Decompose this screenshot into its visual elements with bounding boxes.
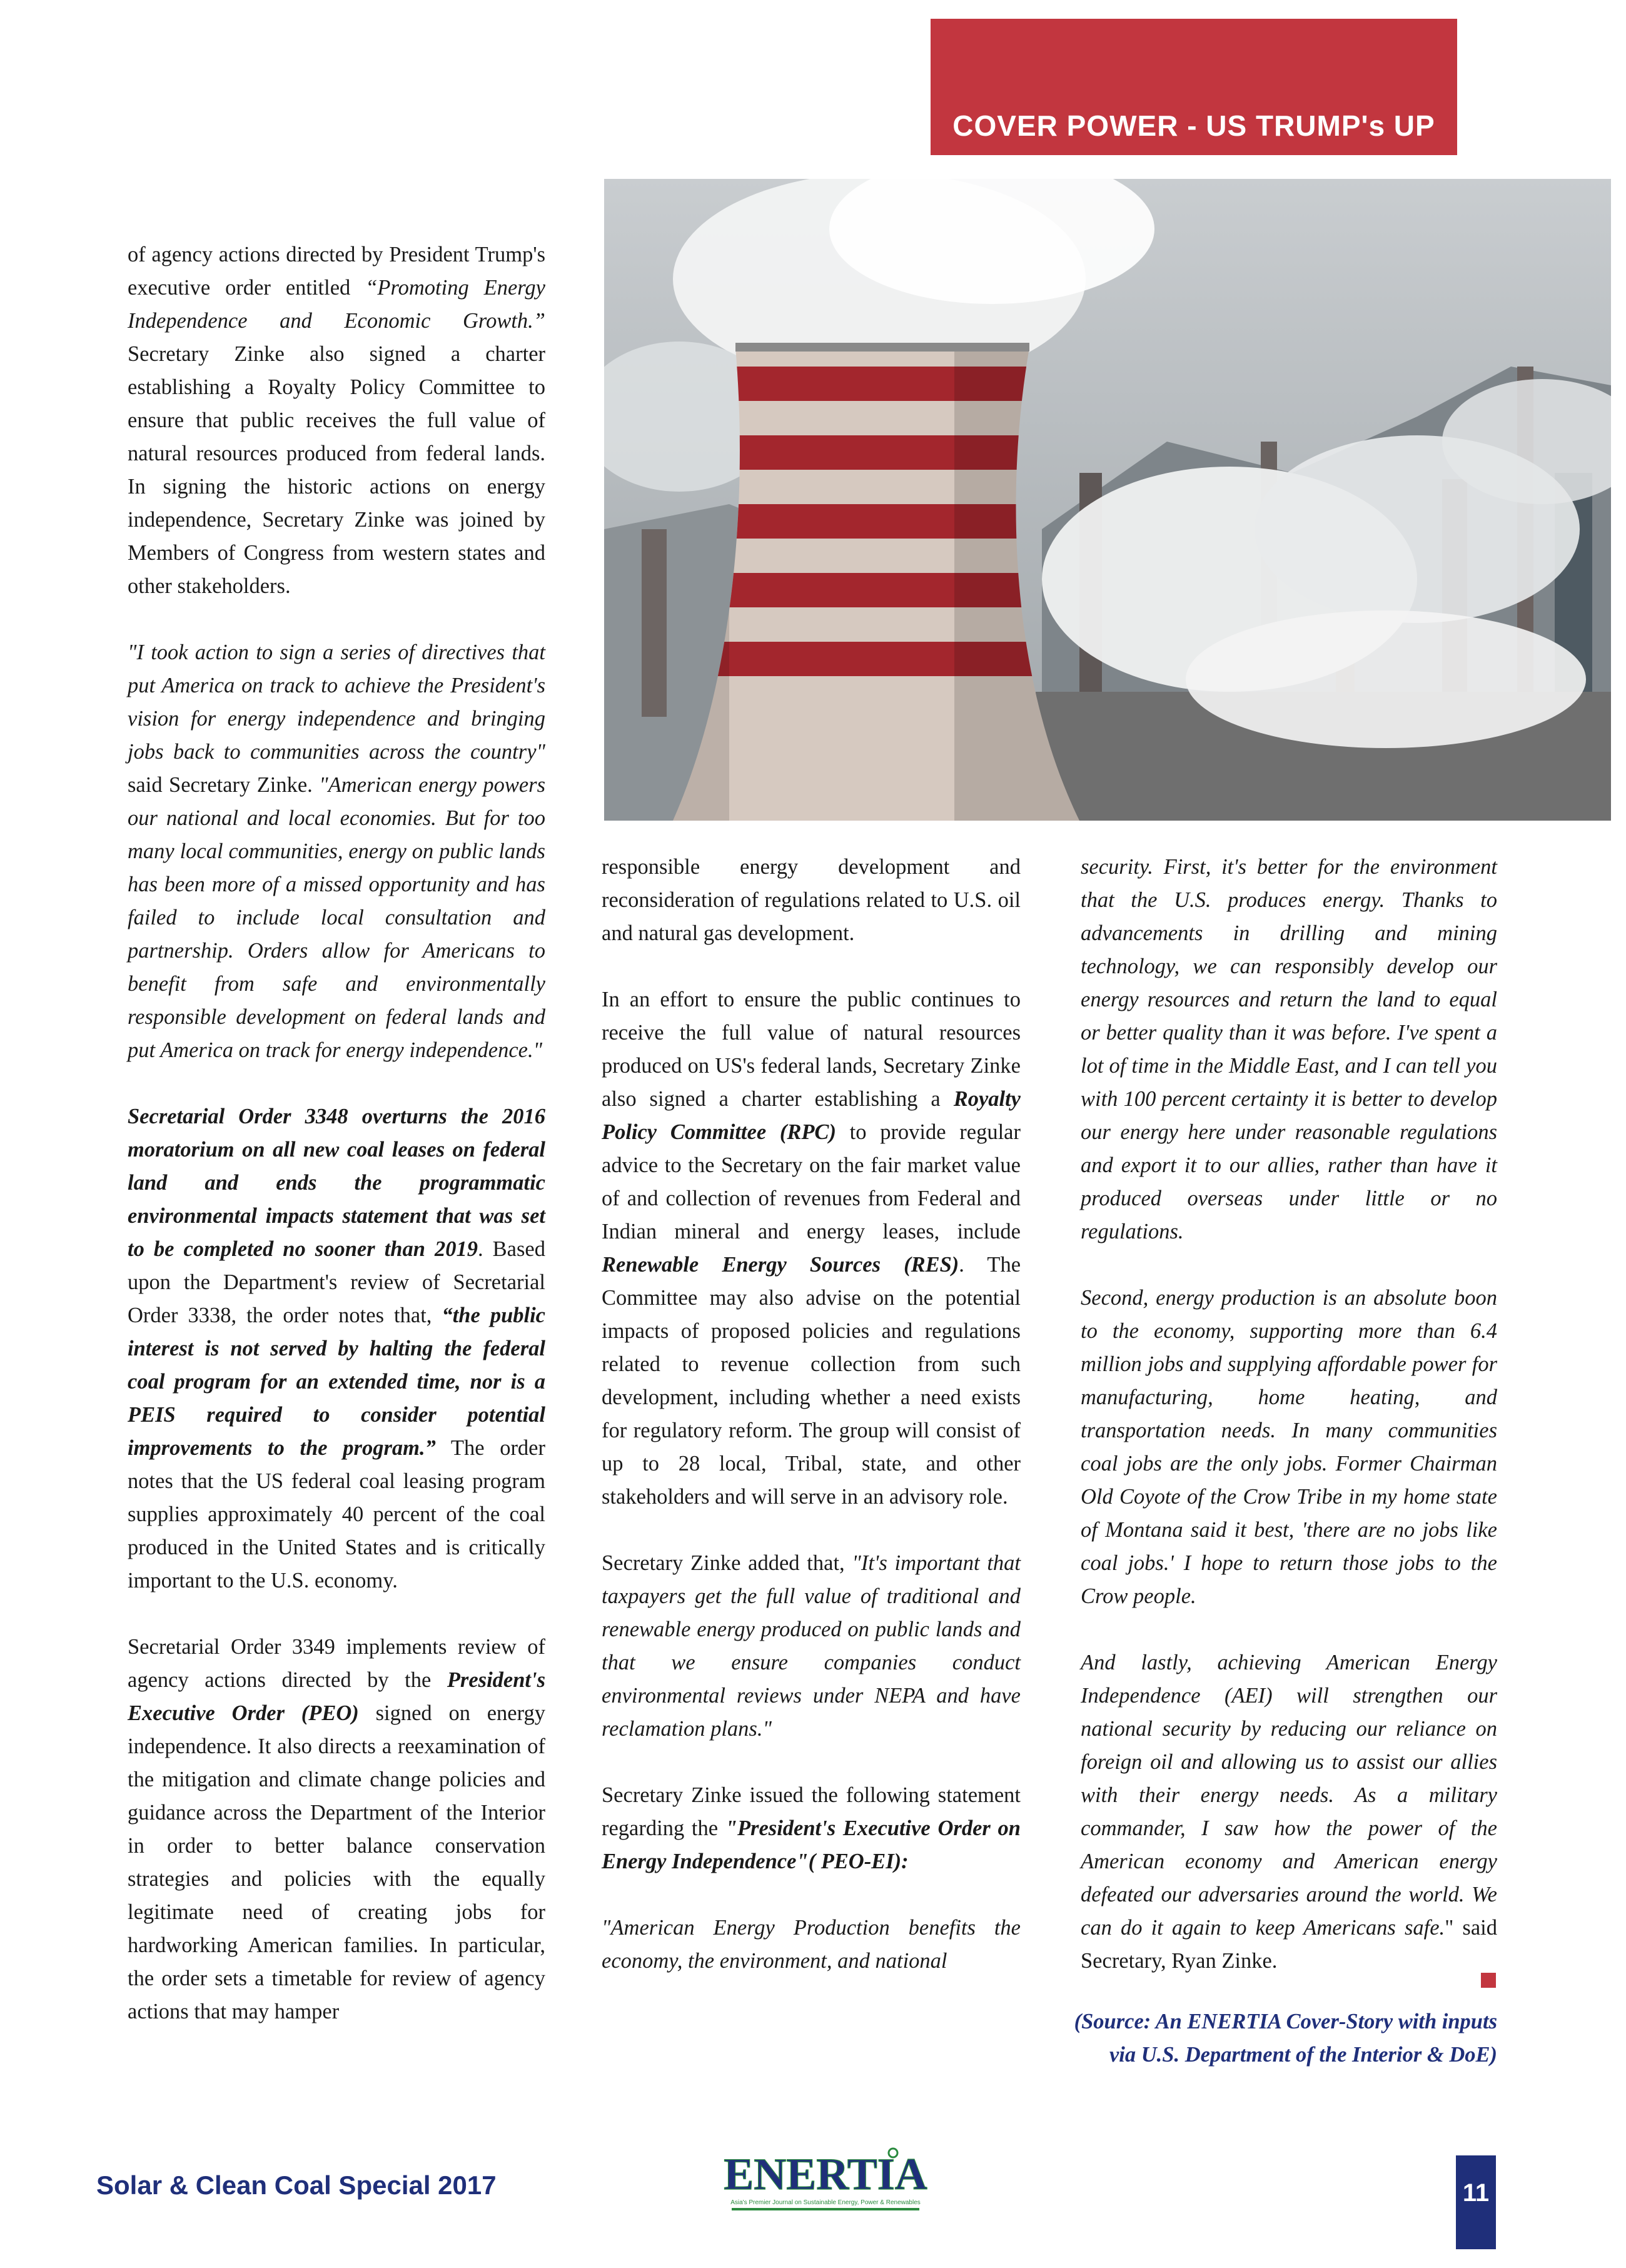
section-title: COVER POWER - US TRUMP's UP (952, 109, 1435, 142)
emphasis-text: Royalty Policy Committee (RPC) (602, 1087, 1021, 1144)
logo-tagline: Asia's Premier Journal on Sustainable Energy, Power & Renewables (730, 2199, 921, 2206)
middle-paragraph-5: "American Energy Production benefits the economy, the environment, and national (602, 1916, 1021, 1973)
text-run: said Secretary Zinke. (128, 773, 320, 797)
emphasis-text: "President's Executive Order on Energy Independence"( PEO-EI): (602, 1816, 1021, 1873)
right-paragraph-3 (1081, 1646, 1497, 1978)
text-run: In an effort to ensure the public continues to receive the full value of natural resources produced on US's federal lands, Secretary Zinke also signed a charter establishing a (602, 988, 1021, 1111)
middle-paragraph-4 (602, 1779, 1021, 1878)
left-paragraph-1 (128, 238, 545, 603)
quote-text: And lastly, achieving American Energy Independence (AEI) will strengthen our national security by reducing our reliance on foreign oil and allowing us to assist our allies with their energy needs. As a military commander, I saw how the power of the American economy and American energy defeated our adversaries around the world. We can do it again to keep Americans safe. (1081, 1651, 1497, 1940)
left-paragraph-3 (128, 1100, 545, 1597)
text-run: . The Committee may also advise on the potential impacts of proposed policies and regulations related to revenue collection from such development, including whether a need exists for regulatory reform. The group will consist of up to 28 local, Tribal, state, and other stakeholders and will serve in an advisory role. (602, 1253, 1021, 1509)
left-paragraph-2 (128, 636, 545, 1067)
text-run: Secretary Zinke also signed a charter establishing a Royalty Policy Committee to ensure that public receives the full value of natural resources produced from federal lands. In signing the historic actions on energy independence, Secretary Zinke was joined by Members of Congress from western states and other stakeholders. (128, 342, 545, 598)
quote-text: "I took action to sign a series of directives that put America on track to achieve the President's vision for energy independence and bringing jobs back to communities across the country" (128, 640, 545, 764)
end-of-article-mark (1481, 1973, 1496, 1988)
order-title: “Promoting Energy Independence and Economic Growth.” (128, 276, 545, 333)
quote-text: "It's important that taxpayers get the full value of traditional and renewable energy produced on public lands and that we ensure companies conduct environmental reviews under NEPA and have reclamation plans." (602, 1551, 1021, 1741)
logo-wordmark: ENERTIA (724, 2149, 927, 2199)
text-run: " said Secretary, Ryan Zinke. (1081, 1916, 1497, 1973)
middle-paragraph-1: responsible energy development and reconsideration of regulations related to U.S. oil and natural gas development. (602, 855, 1021, 945)
quote-text: "American energy powers our national and local economies. But for too many local communities, energy on public lands has been more of a missed opportunity and has failed to include local consultation and partnership. Orders allow for Americans to benefit from safe and environmentally responsible development on federal lands and put America on track for energy independence." (128, 773, 546, 1062)
issue-title: Solar & Clean Coal Special 2017 (96, 2170, 497, 2200)
enertia-logo (719, 2145, 932, 2214)
right-column (1081, 851, 1497, 1978)
text-run: to provide regular advice to the Secretary on the fair market value of and collection of revenues from Federal and Indian mineral and energy leases, include (602, 1120, 1021, 1243)
emphasis-text: President's Executive Order (PEO) (128, 1668, 545, 1725)
source-credit: (Source: An ENERTIA Cover-Story with inputs via U.S. Department of the Interior & DoE) (1074, 2010, 1497, 2067)
emphasis-text: Renewable Energy Sources (RES) (602, 1253, 959, 1277)
text-run: Secretary Zinke issued the following statement regarding the (602, 1783, 1021, 1840)
middle-paragraph-2 (602, 983, 1021, 1514)
middle-column (602, 851, 1021, 1978)
text-run: signed on energy independence. It also directs a reexamination of the mitigation and climate change policies and guidance across the Department of the Interior in order to better balance conservation strategies and policies with the equally legitimate need of creating jobs for hardworking American families. In particular, the order sets a timetable for review of agency actions that may hamper (128, 1701, 545, 2023)
page-number: 11 (1456, 2155, 1496, 2249)
text-run: Secretary Zinke added that, (602, 1551, 852, 1575)
section-banner (931, 19, 1457, 155)
text-run: The order notes that the US federal coal leasing program supplies approximately 40 percent of the coal produced in the United States and is critically important to the U.S. economy. (128, 1436, 545, 1592)
emphasis-text: “the public interest is not served by halting the federal coal program for an extended time, nor is a PEIS required to consider potential improvements to the program.” (128, 1304, 545, 1460)
right-paragraph-1: security. First, it's better for the environment that the U.S. produces energy. Thanks to advancements in drilling and mining technology, we can responsibly develop our energy resources and return the land to equal or better quality than it was before. I've spent a lot of time in the Middle East, and I can tell you with 100 percent certainty it is better to develop our energy here under reasonable regulations and export it to our allies, rather than have it produced overseas under little or no regulations. (1081, 855, 1497, 1243)
text-run: Secretarial Order 3349 implements review of agency actions directed by the (128, 1635, 545, 1692)
right-paragraph-2: Second, energy production is an absolute boon to the economy, supporting more than 6.4 million jobs and supplying affordable power for manufacturing, home heating, and transportation needs. In many communities coal jobs are the only jobs. Former Chairman Old Coyote of the Crow Tribe in my home state of Montana said it best, 'there are no jobs like coal jobs.' I hope to return those jobs to the Crow people. (1081, 1286, 1497, 1608)
text-run: . Based upon the Department's review of Secretarial Order 3338, the order notes that, (128, 1237, 545, 1327)
left-column (128, 238, 545, 2028)
middle-paragraph-3 (602, 1547, 1021, 1746)
emphasis-text: Secretarial Order 3348 overturns the 2016 moratorium on all new coal leases on federal land and ends the programmatic environmental impacts statement that was set to be completed no sooner than 2019 (128, 1105, 545, 1261)
text-run: of agency actions directed by President Trump's executive order entitled (128, 243, 545, 300)
cooling-tower-photo (604, 179, 1611, 821)
left-paragraph-4 (128, 1631, 545, 2028)
